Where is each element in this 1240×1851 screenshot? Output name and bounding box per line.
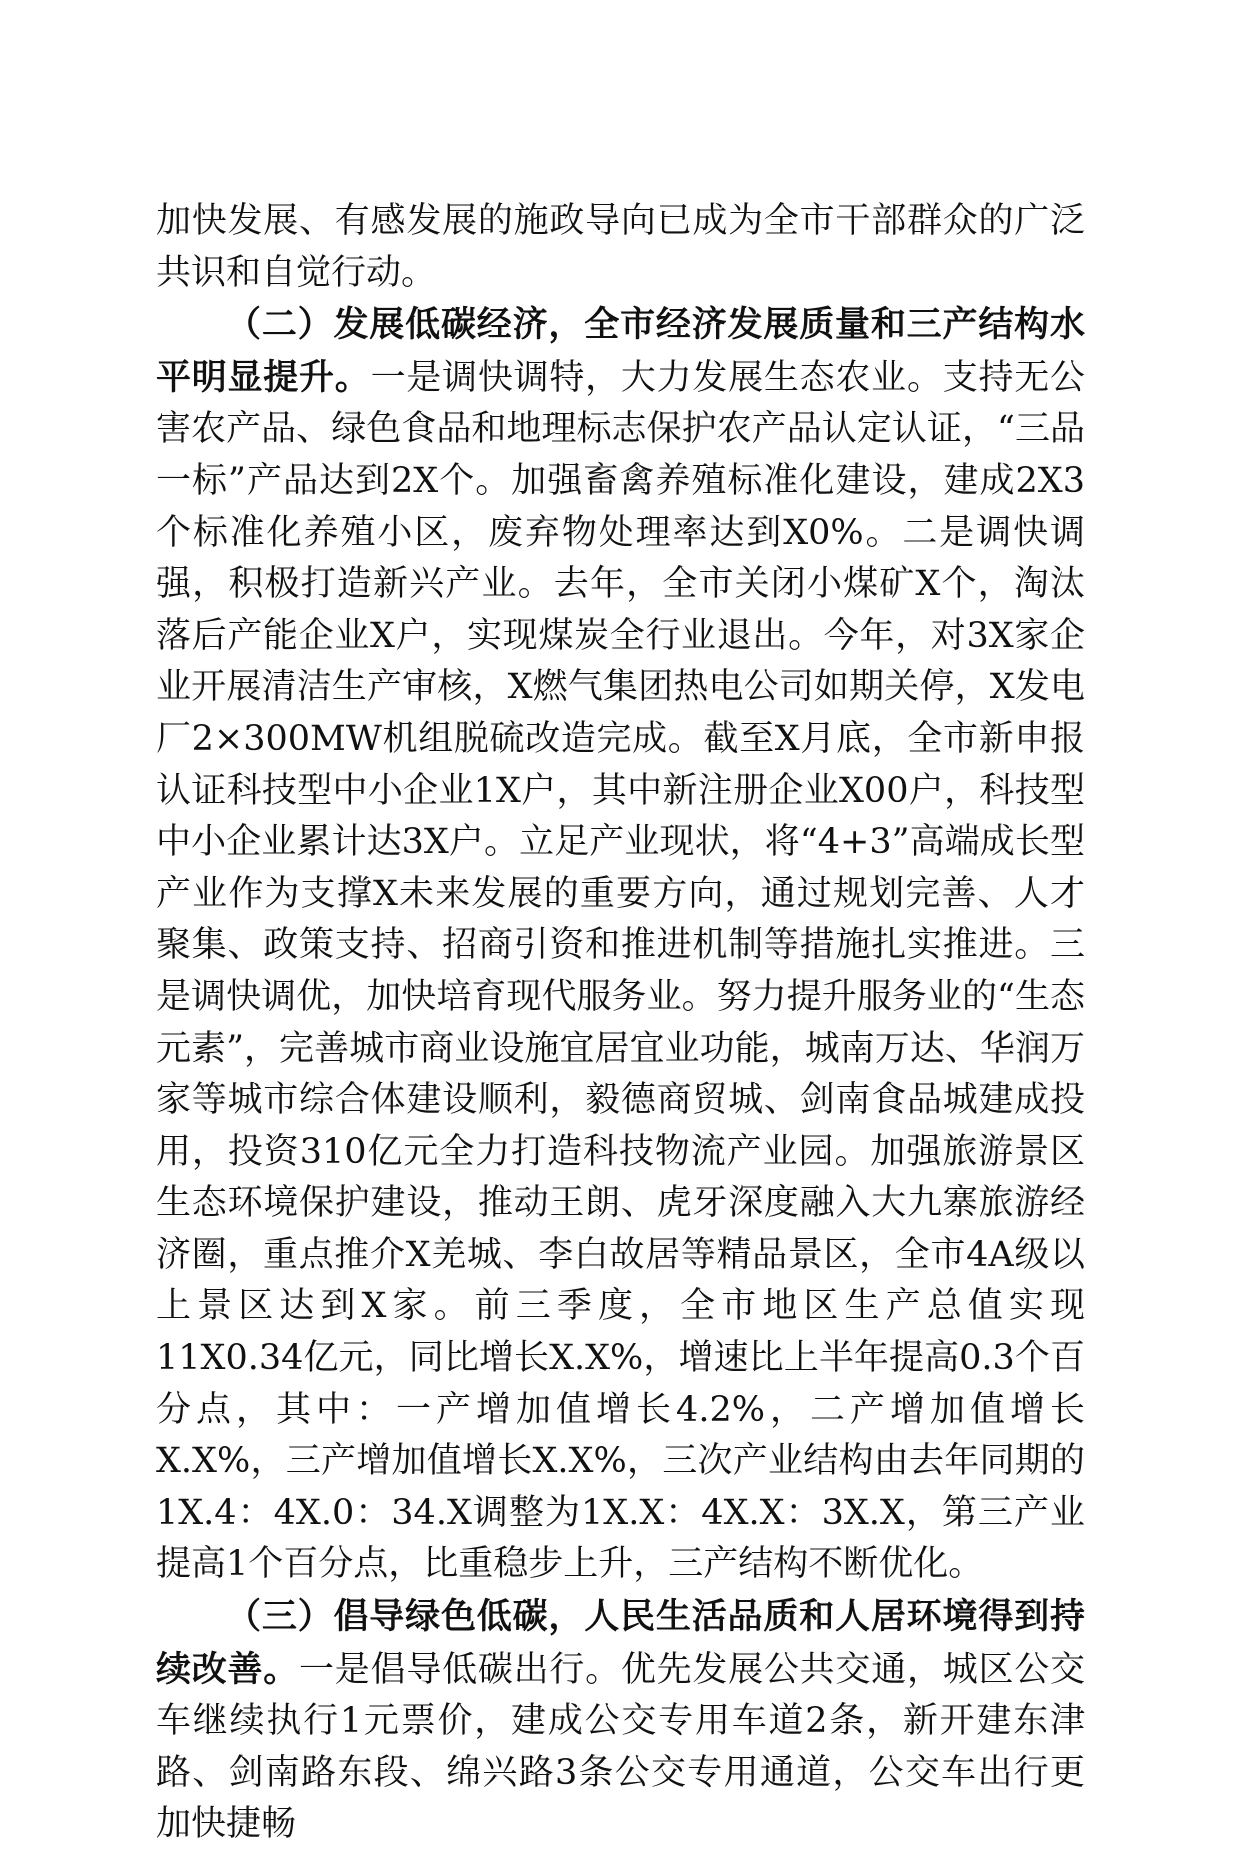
section-two-body: 一是调快调特，大力发展生态农业。支持无公害农产品、绿色食品和地理标志保护农产品认定认证，“三品一标”产品达到2X个。加强畜禽养殖标准化建设，建成2X3个标准化养殖小区，废弃物处理率达到X0%。二是调快调强，积极打造新兴产业。去年，全市关闭小煤矿X个，淘汰落后产能企业X户，实现煤炭全行业退出。今年，对3X家企业开展清洁生产审核，X燃气集团热电公司如期关停，X发电厂2×300MW机组脱硫改造完成。截至X月底，全市新申报认证科技型中小企业1X户，其中新注册企业X00户，科技型中小企业累计达3X户。立足产业现状，将“4+3”高端成长型产业作为支撑X未来发展的重要方向，通过规划完善、人才聚集、政策支持、招商引资和推进机制等措施扎实推进。三是调快调优，加快培育现代服务业。努力提升服务业的“生态元素”，完善城市商业设施宜居宜业功能，城南万达、华润万家等城市综合体建设顺利，毅德商贸城、剑南食品城建成投用，投资310亿元全力打造科技物流产业园。加强旅游景区生态环境保护建设，推动王朗、虎牙深度融入大九寨旅游经济圈，重点推介X羌城、李白故居等精品景区，全市4A级以上景区达到X家。前三季度，全市地区生产总值实现11X0.34亿元，同比增长X.X%，增速比上半年提高0.3个百分点，其中：一产增加值增长4.2%，二产增加值增长X.X%，三产增加值增长X.X%，三次产业结构由去年同期的1X.4：4X.0：34.X调整为1X.X：4X.X：3X.X，第三产业提高1个百分点，比重稳步上升，三产结构不断优化。	[156, 357, 1085, 1585]
section-three-heading: （三）倡导绿色低碳，人民生活品质和人居环境得到持续改善。	[156, 1596, 1085, 1690]
document-body	[156, 196, 1085, 1851]
section-two-heading: （二）发展低碳经济，全市经济发展质量和三产结构水平明显提升。	[156, 304, 1085, 398]
section-three-body: 一是倡导低碳出行。优先发展公共交通，城区公交车继续执行1元票价，建成公交专用车道2条，新开建东津路、剑南路东段、绵兴路3条公交专用通道，公交车出行更加快捷畅	[156, 1649, 1085, 1845]
paragraph-continuation	[156, 196, 1085, 299]
paragraph-section-three	[156, 1591, 1085, 1851]
paragraph-section-two	[156, 299, 1085, 1591]
paragraph-1-text: 加快发展、有感发展的施政导向已成为全市干部群众的广泛共识和自觉行动。	[156, 201, 1085, 293]
